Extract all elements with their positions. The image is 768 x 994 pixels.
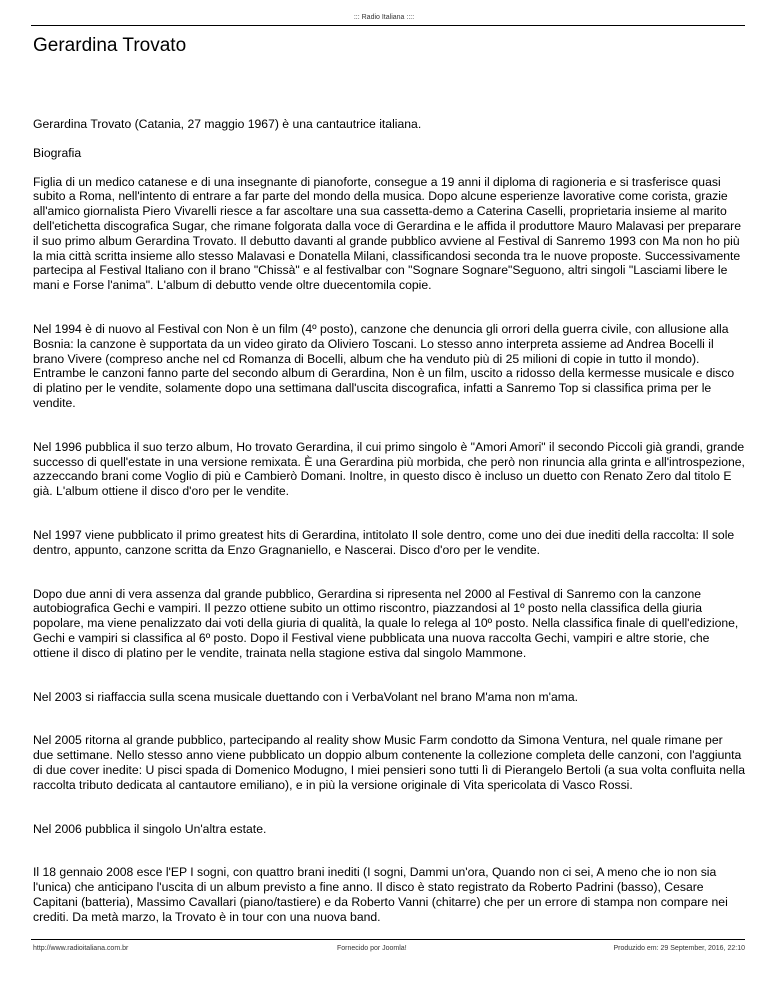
article-body (33, 117, 745, 924)
page-title: Gerardina Trovato (33, 35, 187, 56)
site-header-title: ::: Radio Italiana :::: (353, 14, 415, 21)
article-paragraph: Nel 2005 ritorna al grande pubblico, partecipando al reality show Music Farm condotto da Simona Ventura, nel quale rimane per due settimane. Nello stesso anno viene pubblicato un doppio album contenente la collezione completa delle canzoni, con l'aggiunta di due cover inedite: U pisci spada di Domenico Modugno, I miei pensieri sono tutti lì di Pierangelo Bertoli (a sua volta confluita nella raccolta tributo dedicata al cantautore emiliano), e in più la versione originale di Vita spericolata di Vasco Rossi. (33, 733, 746, 792)
article-paragraph: Nel 1996 pubblica il suo terzo album, Ho trovato Gerardina, il cui primo singolo è "Amori Amori" il secondo Piccoli già grandi, grande successo di quell'estate in una versione remixata. È una Gerardina più morbida, che però non rinuncia alla grinta e all'introspezione, azzeccando brani come Voglio di più e Cambierò Domani. Inoltre, in questo disco è incluso un duetto con Renato Zero dal titolo E già. L'album ottiene il disco d'oro per le vendite. (33, 439, 745, 499)
article-paragraph: Figlia di un medico catanese e di una insegnante di pianoforte, consegue a 19 anni il diploma di ragioneria e si trasferisce quasi subito a Roma, nell'intento di entrare a far parte del mondo della musica. Dopo alcune esperienze lavorative come corista, grazie all'amico giornalista Piero Vivarelli riesce a far ascoltare una sua cassetta-demo a Caterina Caselli, proprietaria insieme al marito dell'etichetta discografica Sugar, che rimane folgorata dalla voce di Gerardina e le affida il produttore Mauro Malavasi per preparare il suo primo album Gerardina Trovato. Il debutto davanti al grande pubblico avviene al Festival di Sanremo 1993 con Ma non ho più la mia città scritta insieme allo stesso Malavasi e Donatella Milani, classificandosi seconda tra le nuove proposte. Successivamente partecipa al Festival Italiano con il brano "Chissà" e al festivalbar con "Sognare Sognare"Seguono, altri singoli "Lasciami libere le mani e Forse l'anima". L'album di debutto vende oltre duecentomila copie. (33, 174, 742, 293)
footer-divider (31, 939, 745, 940)
site-footer (33, 945, 745, 955)
footer-powered-by: Fornecido por Joomla! (337, 945, 407, 952)
section-heading: Biografia (33, 145, 82, 160)
article-paragraph: Dopo due anni di vera assenza dal grande pubblico, Gerardina si ripresenta nel 2000 al Festival di Sanremo con la canzone autobiografica Gechi e vampiri. Il pezzo ottiene subito un ottimo riscontro, piazzandosi al 1º posto nella classifica della giuria popolare, ma viene penalizzato dai voti della giuria di qualità, la quale lo relega al 10º posto. Nella classifica finale di quell'edizione, Gechi e vampiri si classifica al 6º posto. Dopo il Festival viene pubblicata una nuova raccolta Gechi, vampiri e altre storie, che ottiene il disco di platino per le vendite, trainata nella stagione estiva dal singolo Mammone. (33, 586, 739, 660)
article-paragraph: Nel 2003 si riaffaccia sulla scena musicale duettando con i VerbaVolant nel brano M'ama non m'ama. (33, 689, 579, 704)
article-intro: Gerardina Trovato (Catania, 27 maggio 1967) è una cantautrice italiana. (33, 117, 422, 131)
footer-produced-date: Produzido em: 29 September, 2016, 22:10 (613, 945, 745, 952)
article-paragraph: Il 18 gennaio 2008 esce l'EP I sogni, con quattro brani inediti (I sogni, Dammi un'ora, Quando non ci sei, A meno che io non sia l'unica) che anticipano l'uscita di un album previsto a fine anno. Il disco è stato registrato da Roberto Padrini (basso), Cesare Capitani (batteria), Massimo Cavallari (piano/tastiere) e da Roberto Vanni (chitarre) che per un errore di stampa non compare nei crediti. Da metà marzo, la Trovato è in tour con una nuova band. (33, 865, 728, 924)
article-paragraph: Nel 1997 viene pubblicato il primo greatest hits di Gerardina, intitolato Il sole dentro, come uno dei due inediti della raccolta: Il sole dentro, appunto, canzone scritta da Enzo Gragnaniello, e Nascerai. Disco d'oro per le vendite. (33, 527, 735, 557)
footer-url: http://www.radioitaliana.com.br (33, 945, 129, 952)
header-divider (31, 25, 745, 26)
article-paragraph: Nel 2006 pubblica il singolo Un'altra estate. (33, 821, 267, 836)
article-paragraph: Nel 1994 è di nuovo al Festival con Non è un film (4º posto), canzone che denuncia gli orrori della guerra civile, con allusione alla Bosnia: la canzone è supportata da un video girato da Oliviero Toscani. Lo stesso anno interpreta assieme ad Andrea Bocelli il brano Vivere (compreso anche nel cd Romanza di Bocelli, album che ha venduto più di 25 milioni di copie in tutto il mondo). Entrambe le canzoni fanno parte del secondo album di Gerardina, Non è un film, uscito a ridosso della kermesse musicale e disco di platino per le vendite, solamente dopo una settimana dall'uscita discografica, infatti a Sanremo Top si classifica prima per le vendite. (33, 321, 735, 410)
